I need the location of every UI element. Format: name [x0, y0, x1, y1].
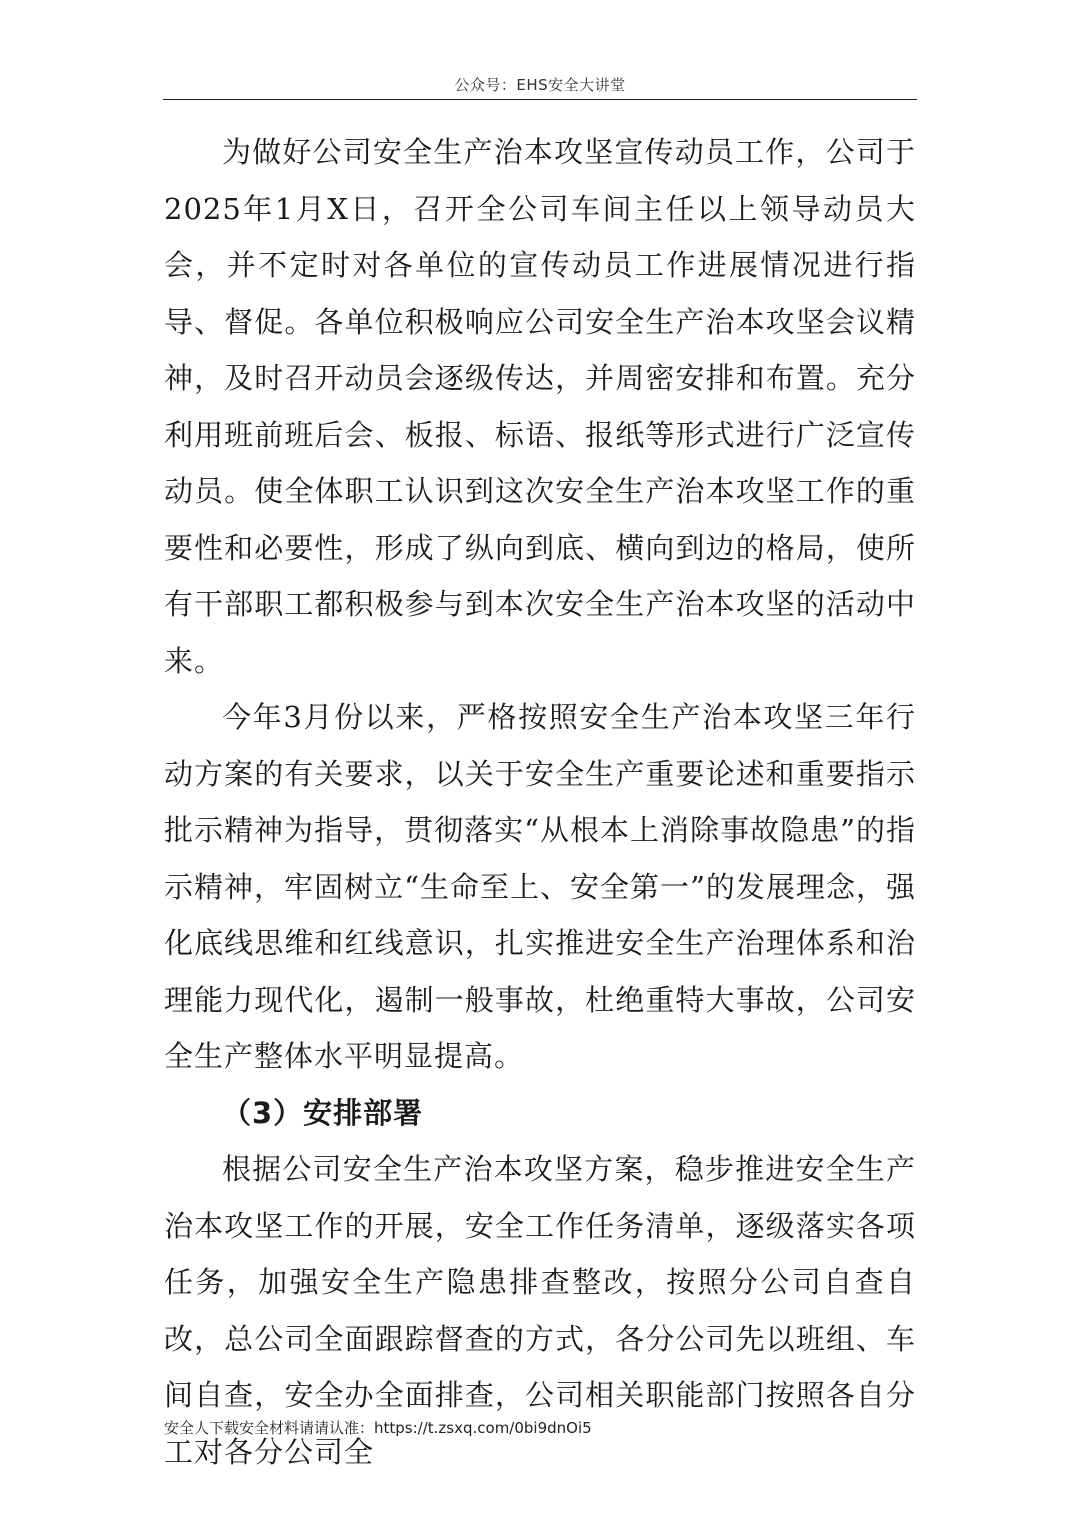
document-body: [164, 124, 916, 1480]
header-divider: [163, 99, 917, 100]
page-header: 公众号：EHS安全大讲堂: [454, 76, 626, 94]
paragraph-publicity: 为做好公司安全生产治本攻坚宣传动员工作，公司于 2025年1月X日，召开全公司车间主任以上领导动员大会，并不定时对各单位的宣传动员工作进展情况进行指导、督促。各单位积极响应公司安全生产治本攻坚会议精神，及时召开动员会逐级传达，并周密安排和布置。充分利用班前班后会、板报、标语、报纸等形式进行广泛宣传动员。使全体职工认识到这次安全生产治本攻坚工作的重要性和必要性，形成了纵向到底、横向到边的格局，使所有干部职工都积极参与到本次安全生产治本攻坚的活动中来。: [164, 135, 916, 678]
paragraph-guiding-principle: 今年3月份以来，严格按照安全生产治本攻坚三年行动方案的有关要求，以关于安全生产重要论述和重要指示批示精神为指导，贯彻落实“从根本上消除事故隐患”的指示精神，牢固树立“生命至上、安全第一”的发展理念，强化底线思维和红线意识，扎实推进安全生产治理体系和治理能力现代化，遏制一般事故，杜绝重特大事故，公司安全生产整体水平明显提高。: [164, 700, 916, 1073]
section-heading: （3）安排部署: [222, 1095, 424, 1130]
page-footer: 安全人下载安全材料请请认准：https://t.zsxq.com/0bi9dnOi5: [164, 1419, 592, 1437]
paragraph-deployment: 根据公司安全生产治本攻坚方案，稳步推进安全生产治本攻坚工作的开展，安全工作任务清单，逐级落实各项任务，加强安全生产隐患排查整改，按照分公司自查自改，总公司全面跟踪督查的方式，各分公司先以班组、车间自查，安全办全面排查，公司相关职能部门按照各自分工对各分公司全: [164, 1152, 916, 1469]
